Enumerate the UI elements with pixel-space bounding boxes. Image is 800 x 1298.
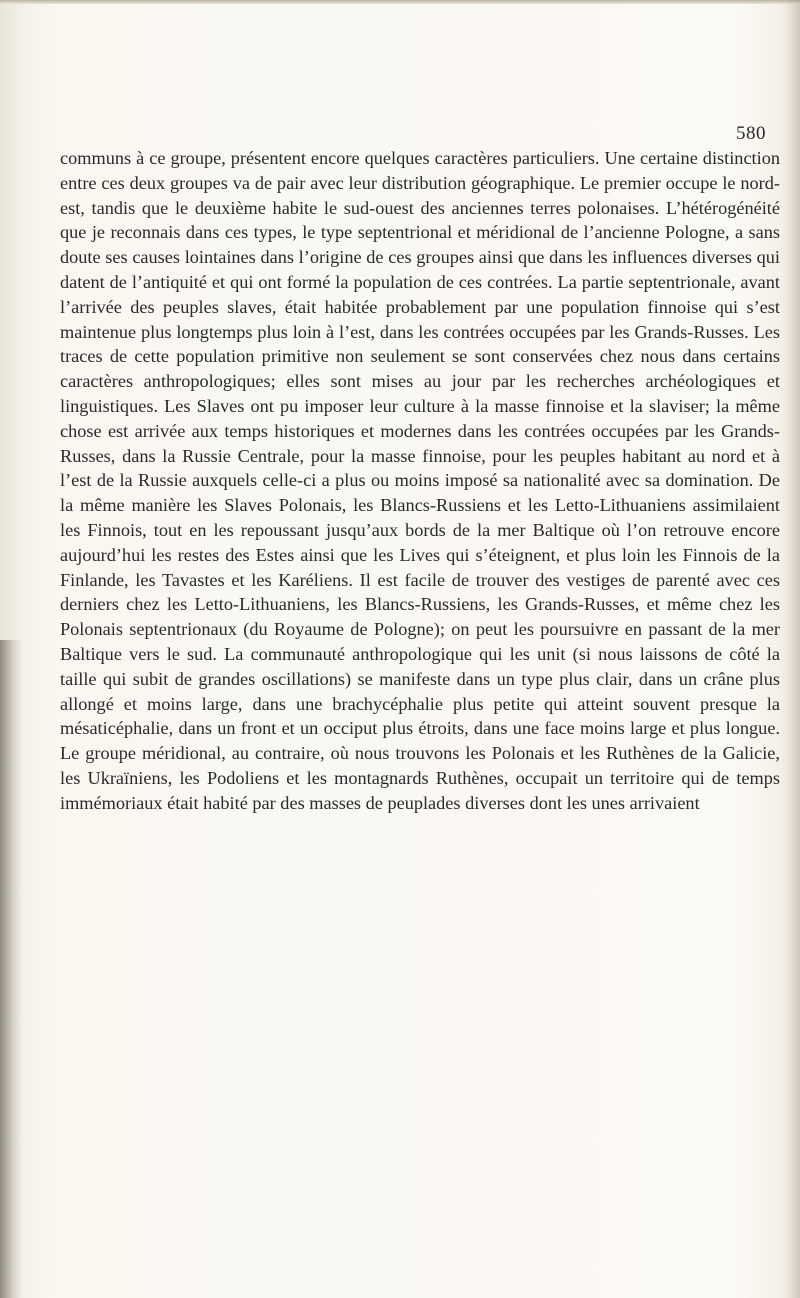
page-top-edge [0,0,800,4]
page-number: 580 [736,123,766,144]
binding-shadow [0,640,22,1298]
body-paragraph: communs à ce groupe, présentent encore quelques caractères particuliers. Une certaine distinction entre ces deux groupes va de pair avec leur distribution géographique. Le premier occupe le nord-est, tandis que le deuxième habite le sud-ouest des anciennes terres polonaises. L’hétérogénéité que je reconnais dans ces types, le type septentrional et méridional de l’ancienne Pologne, a sans doute ses causes lointaines dans l’origine de ces groupes ainsi que dans les influences diverses qui datent de l’antiquité et qui ont formé la population de ces contrées. La partie septentrionale, avant l’arrivée des peuples slaves, était habitée probablement par une population finnoise qui s’est maintenue plus longtemps plus loin à l’est, dans les contrées occupées par les Grands-Russes. Les traces de cette population primitive non seulement se sont conservées chez nous dans certains caractères anthropologiques; elles sont mises au jour par les recherches archéologiques et linguistiques. Les Slaves ont pu imposer leur culture à la masse finnoise et la slaviser; la même chose est arrivée aux temps historiques et modernes dans les contrées occupées par les Grands-Russes, dans la Russie Centrale, pour la masse finnoise, pour les peuples habitant au nord et à l’est de la Russie auxquels celle-ci a plus ou moins imposé sa nationalité avec sa domination. De la même manière les Slaves Polonais, les Blancs-Russiens et les Letto-Lithuaniens assimilaient les Finnois, tout en les repoussant jusqu’aux bords de la mer Baltique où l’on retrouve encore aujourd’hui les restes des Estes ainsi que les Lives qui s’éteignent, et plus loin les Finnois de la Finlande, les Tavastes et les Karéliens. Il est facile de trouver des vestiges de parenté avec ces derniers chez les Letto-Lithuaniens, les Blancs-Russiens, les Grands-Russes, et même chez les Polonais septentrionaux (du Royaume de Pologne); on peut les poursuivre en passant de la mer Baltique vers le sud. La communauté anthropologique qui les unit (si nous laissons de côté la taille qui subit de grandes oscillations) se manifeste dans un type plus clair, dans un crâne plus allongé et moins large, dans une brachycéphalie plus petite qui atteint souvent presque la mésaticéphalie, dans un front et un occiput plus étroits, dans une face moins large et plus longue. Le groupe méridional, au contraire, où nous trouvons les Polonais et les Ruthènes de la Galicie, les Ukraïniens, les Podoliens et les montagnards Ruthènes, occupait un territoire qui de temps immémoriaux était habité par des masses de peuplades diverses dont les unes arrivaient [60,148,780,813]
page-right-edge [782,0,800,1298]
